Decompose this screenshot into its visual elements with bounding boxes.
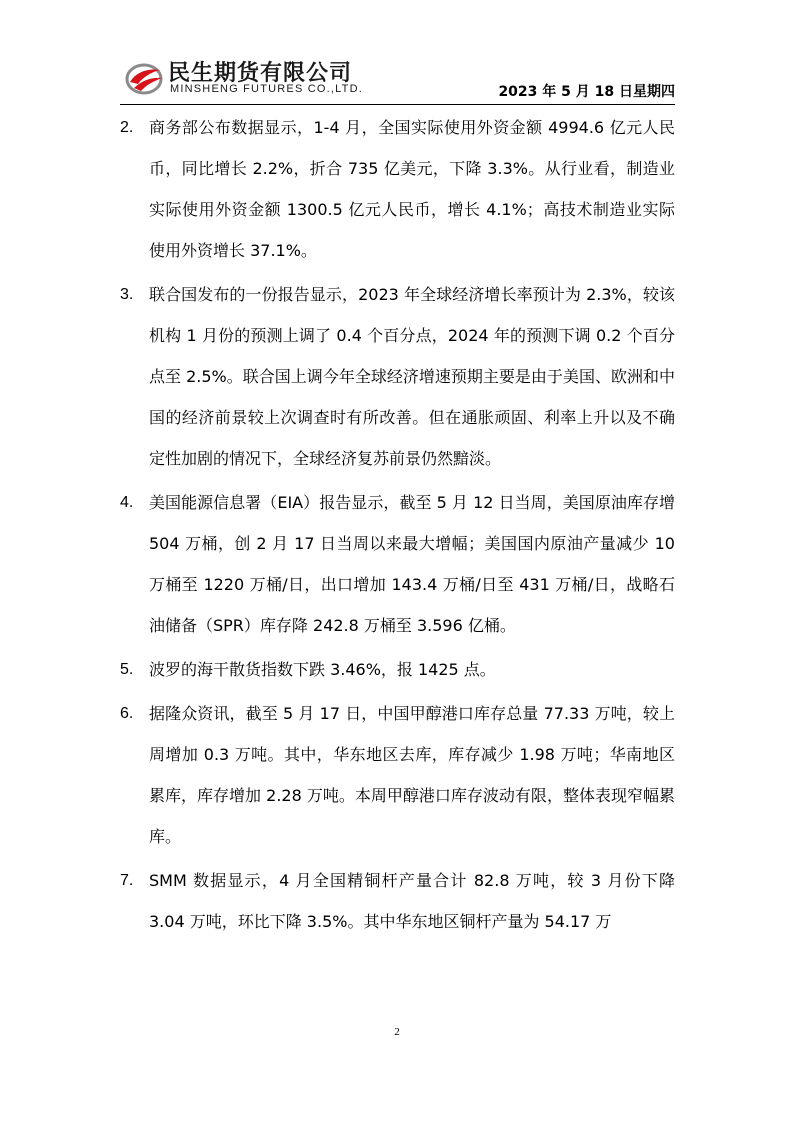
header-divider (120, 104, 675, 105)
news-list (120, 107, 675, 942)
item-text: 商务部公布数据显示，1-4 月，全国实际使用外资金额 4994.6 亿元人民币，同比增长 2.2%，折合 735 亿美元，下降 3.3%。从行业看，制造业实际使用外资金额 1300.5 亿元人民币，增长 4.1%；高技术制造业实际使用外资增长 37.1%。 (149, 118, 675, 260)
list-item (120, 860, 675, 942)
item-number: 5. (120, 661, 134, 678)
item-number: 3. (120, 286, 134, 303)
list-item (120, 107, 675, 271)
item-text: 美国能源信息署（EIA）报告显示，截至 5 月 12 日当周，美国原油库存增 504 万桶，创 2 月 17 日当周以来最大增幅；美国国内原油产量减少 10 万桶至 1220 万桶/日，出口增加 143.4 万桶/日至 431 万桶/日，战略石油储备（SPR）库存降 242.8 万桶至 3.596 亿桶。 (149, 493, 675, 635)
minsheng-logo-icon (124, 58, 164, 98)
company-name-en: MINSHENG FUTURES CO.,LTD. (170, 83, 363, 95)
list-item (120, 649, 675, 690)
item-text: SMM 数据显示，4 月全国精铜杆产量合计 82.8 万吨，较 3 月份下降 3.04 万吨，环比下降 3.5%。其中华东地区铜杆产量为 54.17 万 (149, 871, 675, 931)
item-text: 联合国发布的一份报告显示，2023 年全球经济增长率预计为 2.3%，较该机构 1 月份的预测上调了 0.4 个百分点，2024 年的预测下调 0.2 个百分点至 2.5%。联合国上调今年全球经济增速预期主要是由于美国、欧洲和中国的经济前景较上次调查时有所改善。但在通胀顽固、利率上升以及不确定性加剧的情况下，全球经济复苏前景仍然黯淡。 (149, 285, 675, 468)
report-date: 2023 年 5 月 18 日星期四 (498, 84, 675, 100)
item-number: 7. (120, 872, 134, 889)
list-item (120, 693, 675, 857)
company-name-cn: 民生期货有限公司 (168, 61, 353, 86)
item-text: 据隆众资讯，截至 5 月 17 日，中国甲醇港口库存总量 77.33 万吨，较上周增加 0.3 万吨。其中，华东地区去库，库存减少 1.98 万吨；华南地区累库，库存增加 2.28 万吨。本周甲醇港口库存波动有限，整体表现窄幅累库。 (149, 704, 675, 846)
page-header (120, 52, 675, 104)
item-number: 2. (120, 119, 134, 136)
item-number: 6. (120, 705, 134, 722)
item-number: 4. (120, 494, 134, 511)
list-item (120, 274, 675, 479)
list-item (120, 482, 675, 646)
page-number: 2 (394, 1026, 400, 1038)
item-text: 波罗的海干散货指数下跌 3.46%，报 1425 点。 (149, 660, 496, 679)
